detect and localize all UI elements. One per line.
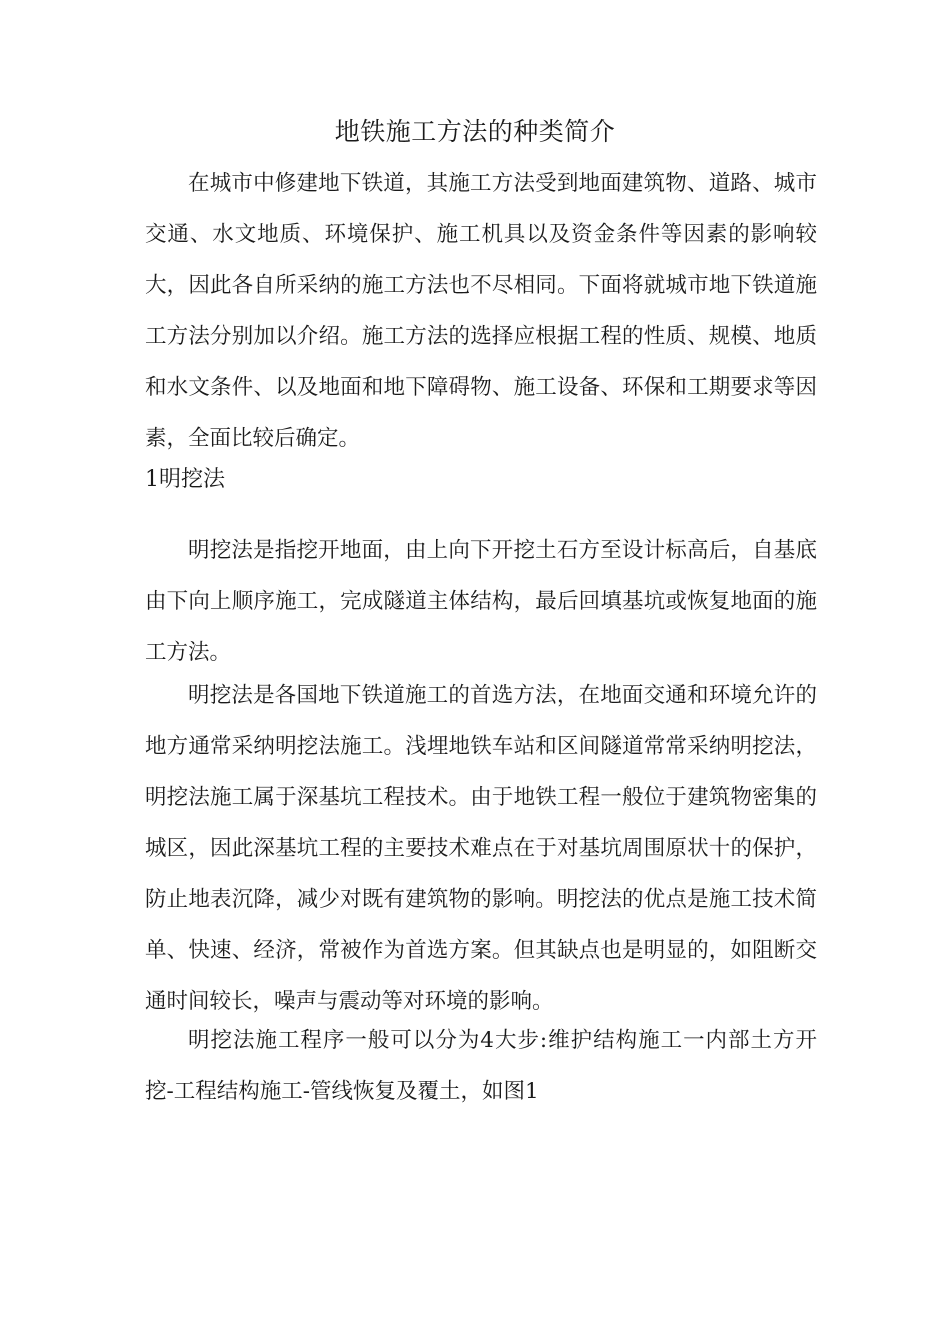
- paragraph-definition: 明挖法是指挖开地面，由上向下开挖土石方至设计标高后，自基底由下向上顺序施工，完成隧道主体结构，最后回填基坑或恢复地面的施工方法。: [145, 538, 817, 665]
- intro-paragraph: 在城市中修建地下铁道，其施工方法受到地面建筑物、道路、城市交通、水文地质、环境保护、施工机具以及资金条件等因素的影响较大，因此各自所采纳的施工方法也不尽相同。下面将就城市地下铁道施工方法分别加以介绍。施工方法的选择应根据工程的性质、规模、地质和水文条件、以及地面和地下障碍物、施工设备、环保和工期要求等因素，全面比较后确定。: [145, 171, 817, 451]
- paragraph-advantages: 明挖法是各国地下铁道施工的首选方法，在地面交通和环境允许的地方通常采纳明挖法施工。浅埋地铁车站和区间隧道常常采纳明挖法，明挖法施工属于深基坑工程技术。由于地铁工程一般位于建筑物密集的城区，因此深基坑工程的主要技术难点在于对基坑周围原状十的保护，防止地表沉降，减少对既有建筑物的影响。明挖法的优点是施工技术简单、快速、经济，常被作为首选方案。但其缺点也是明显的，如阻断交通时间较长，噪声与震动等对环境的影响。: [145, 683, 817, 1014]
- section-heading-open-cut: 1明挖法: [145, 467, 225, 492]
- paragraph-procedure: 明挖法施工程序一般可以分为4大步:维护结构施工一内部土方开挖-工程结构施工-管线恢复及覆土，如图1: [145, 1028, 817, 1104]
- page-title: 地铁施工方法的种类简介: [334, 117, 616, 146]
